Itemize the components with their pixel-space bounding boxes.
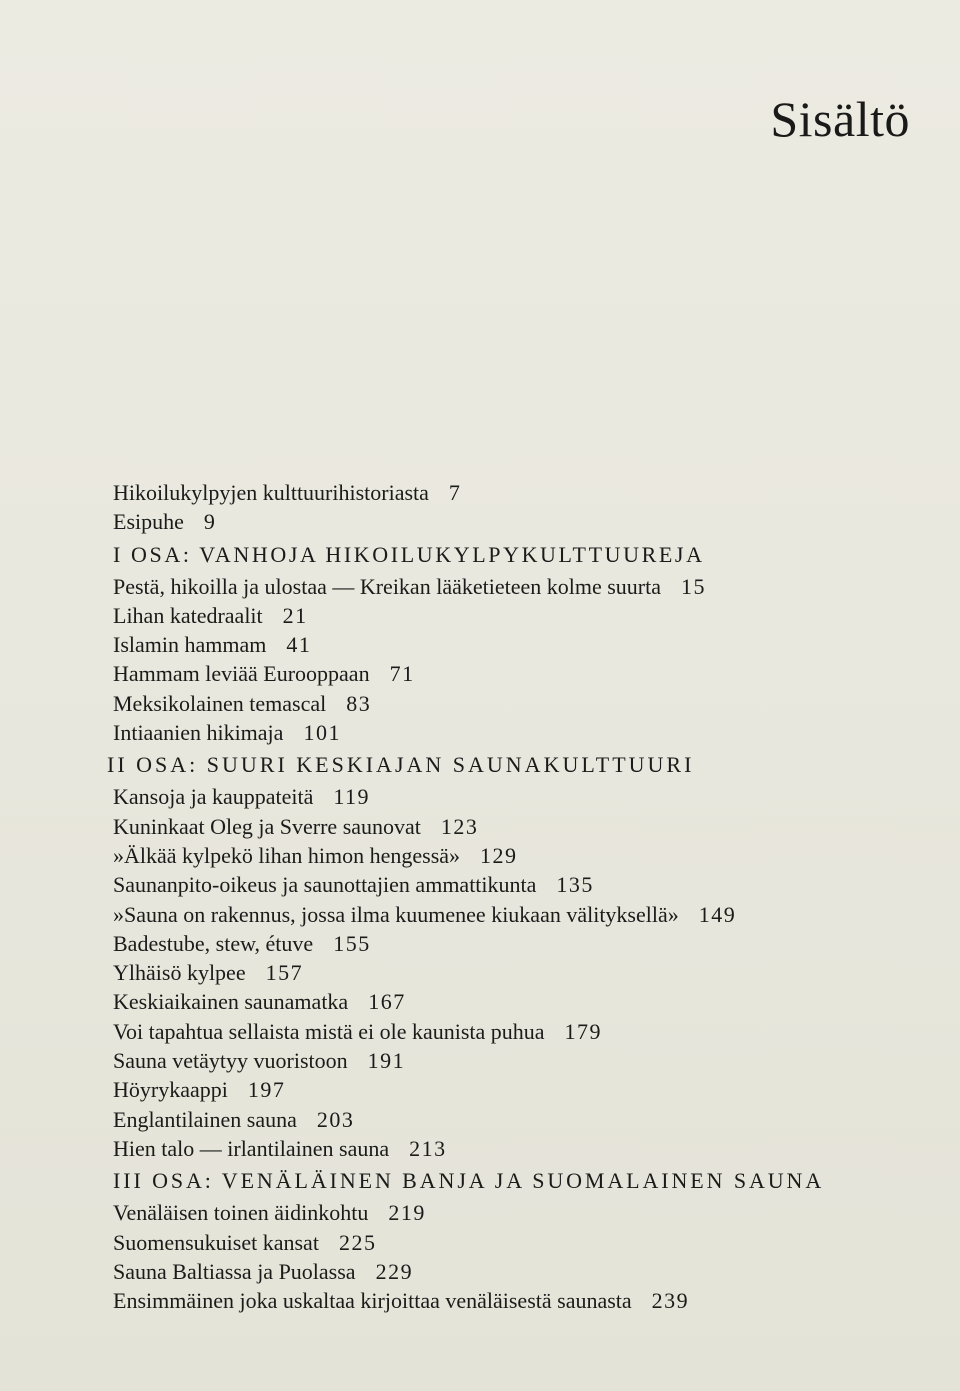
toc-entry-label: Kuninkaat Oleg ja Sverre saunovat xyxy=(113,813,421,839)
toc-entry xyxy=(113,958,933,987)
toc-entry-label: Islamin hammam xyxy=(113,632,267,658)
toc-entry-label: Hammam leviää Eurooppaan xyxy=(113,661,370,687)
toc-entry-label: »Sauna on rakennus, jossa ilma kuumenee kiukaan välityksellä» xyxy=(113,901,679,927)
toc-entry-page: 229 xyxy=(375,1258,414,1284)
toc-entry xyxy=(113,718,933,747)
toc-entry-label: Voi tapahtua sellaista mistä ei ole kaunista puhua xyxy=(113,1018,545,1044)
toc-entry-page: 129 xyxy=(480,842,518,868)
toc-entry-label: Ensimmäinen joka uskaltaa kirjoittaa venäläisestä saunasta xyxy=(113,1288,632,1314)
toc-entry xyxy=(113,841,933,870)
toc-entry xyxy=(113,1257,933,1286)
toc-entry-page: 155 xyxy=(333,930,371,956)
toc-entry-label: »Älkää kylpekö lihan himon hengessä» xyxy=(113,842,461,868)
toc-entry-page: 191 xyxy=(367,1048,406,1074)
toc-entry xyxy=(113,630,933,659)
toc-entry-label: Höyrykaappi xyxy=(113,1077,228,1103)
toc-entry-page: 9 xyxy=(203,509,217,535)
toc-entry-page: 197 xyxy=(247,1077,286,1103)
toc-entry-page: 219 xyxy=(388,1200,426,1226)
toc-entry-page: 149 xyxy=(698,901,737,927)
part-heading: I OSA: VANHOJA HIKOILUKYLPYKULTTUUREJA xyxy=(113,541,705,567)
toc-entry xyxy=(113,1046,933,1075)
toc-entry-page: 213 xyxy=(409,1135,447,1161)
toc-entry-label: Suomensukuiset kansat xyxy=(113,1229,319,1255)
toc-entry xyxy=(113,782,933,811)
toc-entry xyxy=(113,900,933,929)
toc-entry xyxy=(113,1075,933,1104)
toc-entry-label: Hien talo — irlantilainen sauna xyxy=(113,1135,390,1161)
toc-entry xyxy=(113,507,933,536)
toc-entry xyxy=(113,478,933,507)
toc-entry xyxy=(113,1017,933,1046)
toc-entry xyxy=(113,601,933,630)
toc-entry-page: 15 xyxy=(681,573,706,599)
toc-entry-page: 239 xyxy=(651,1288,690,1314)
toc-entry-label: Ylhäisö kylpee xyxy=(113,960,246,986)
toc-entry-label: Venäläisen toinen äidinkohtu xyxy=(113,1200,369,1226)
toc-entry-label: Esipuhe xyxy=(113,509,184,535)
toc-entry-label: Intiaanien hikimaja xyxy=(113,720,284,746)
toc-entry-label: Keskiaikainen saunamatka xyxy=(113,989,349,1015)
toc-entry xyxy=(113,689,933,718)
toc-entry-label: Meksikolainen temascal xyxy=(113,690,327,716)
toc-entry xyxy=(113,1198,933,1227)
toc-entry-label: Sauna vetäytyy vuoristoon xyxy=(113,1048,348,1074)
toc-entry xyxy=(113,1228,933,1257)
toc-entry-page: 157 xyxy=(265,960,304,986)
toc-entry-page: 179 xyxy=(564,1018,603,1044)
part-heading: III OSA: VENÄLÄINEN BANJA JA SUOMALAINEN SAUNA xyxy=(113,1168,825,1194)
toc-entry xyxy=(113,812,933,841)
toc-entry-page: 119 xyxy=(333,784,371,810)
toc-entry-label: Saunanpito-oikeus ja saunottajien ammattikunta xyxy=(113,872,537,898)
toc-entry-page: 83 xyxy=(346,690,372,716)
part-heading: II OSA: SUURI KESKIAJAN SAUNAKULTTUURI xyxy=(107,752,695,778)
toc-entry-page: 71 xyxy=(389,661,415,687)
toc-entry-label: Badestube, stew, étuve xyxy=(113,930,314,956)
toc-entry xyxy=(113,929,933,958)
toc-entry xyxy=(113,987,933,1016)
toc-entry-page: 41 xyxy=(286,632,312,658)
toc-entry-label: Sauna Baltiassa ja Puolassa xyxy=(113,1258,356,1284)
toc-entry-page: 135 xyxy=(556,872,594,898)
toc-entry-label: Pestä, hikoilla ja ulostaa — Kreikan lääketieteen kolme suurta xyxy=(113,573,661,599)
page-title: Sisältö xyxy=(770,91,910,147)
toc-entry xyxy=(113,1105,933,1134)
toc-entry-page: 167 xyxy=(368,989,406,1015)
toc-entry xyxy=(113,1134,933,1163)
toc-entry-page: 203 xyxy=(316,1106,355,1132)
toc-entry xyxy=(113,572,933,601)
toc-entry-page: 225 xyxy=(338,1229,377,1255)
toc-entry-label: Kansoja ja kauppateitä xyxy=(113,784,314,810)
toc-entry-page: 101 xyxy=(303,720,341,746)
toc-entry-label: Englantilainen sauna xyxy=(113,1106,297,1132)
toc-entry xyxy=(113,870,933,899)
toc-entry-page: 21 xyxy=(282,602,308,628)
toc-entry-page: 7 xyxy=(448,480,462,505)
toc-entry-label: Lihan katedraalit xyxy=(113,602,263,628)
toc-entry-page: 123 xyxy=(440,813,479,839)
toc-entry-label: Hikoilukylpyjen kulttuurihistoriasta xyxy=(113,480,429,505)
table-of-contents xyxy=(107,478,933,1315)
toc-entry xyxy=(113,1286,933,1315)
toc-entry xyxy=(113,659,933,688)
